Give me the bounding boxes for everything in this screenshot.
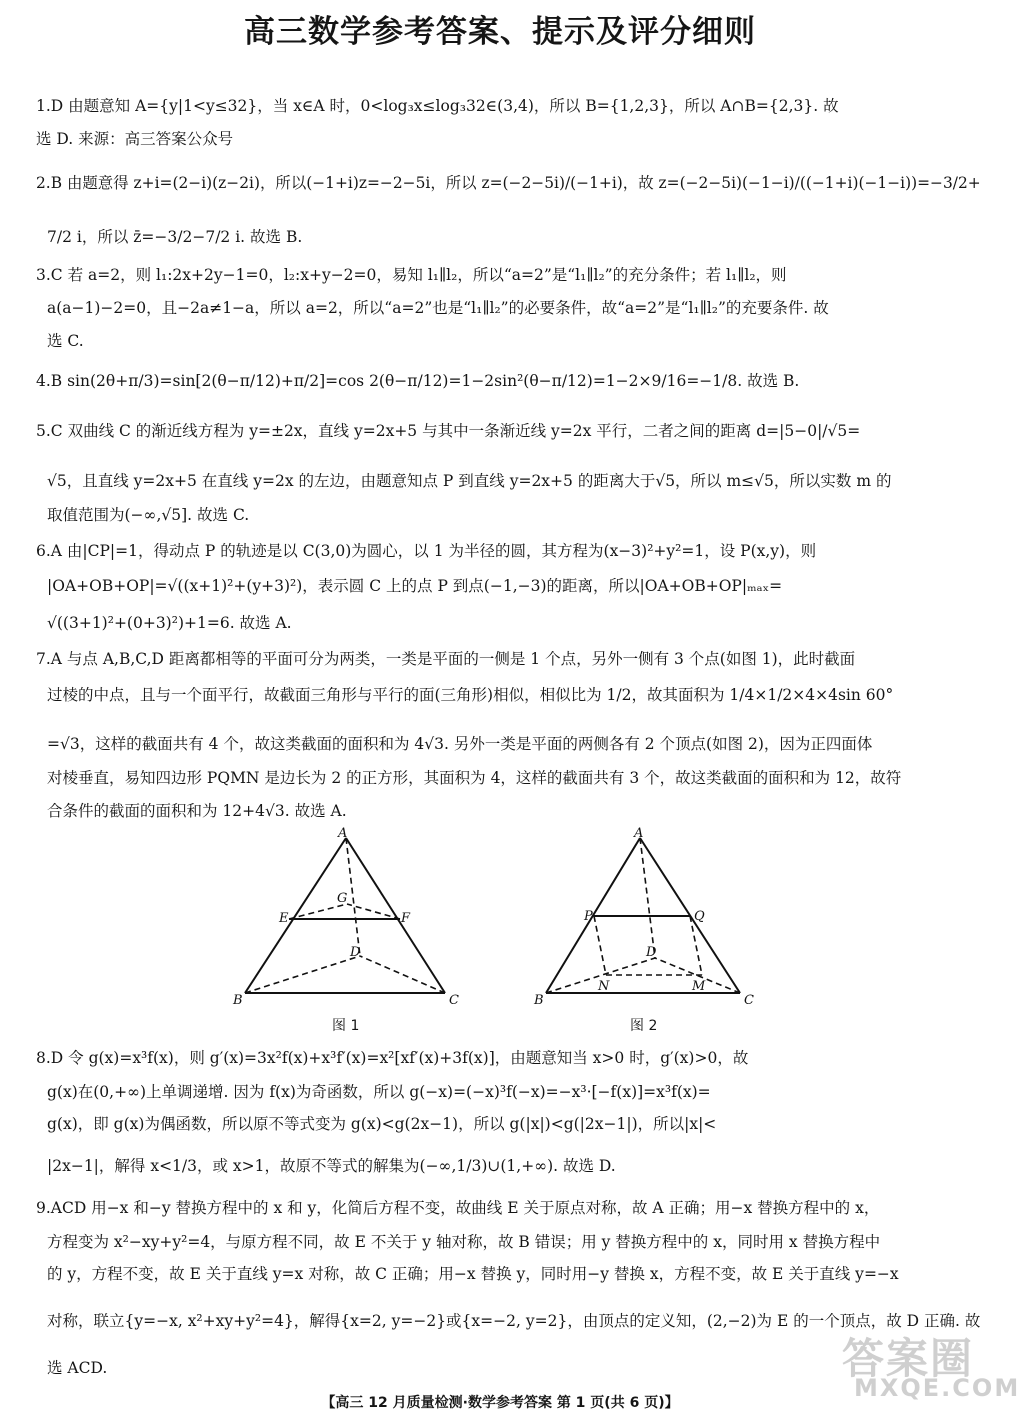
label-C: C bbox=[449, 993, 459, 1008]
label-E: E bbox=[279, 911, 289, 926]
page-footer: 【高三 12 月质量检测·数学参考答案 第 1 页(共 6 页)】 bbox=[321, 1395, 679, 1411]
text-line: g(x)在(0,+∞)上单调递增. 因为 f(x)为奇函数，所以 g(−x)=(−x)³f(−x)=−x³·[−f(x)]=x³f(x)= bbox=[47, 1083, 711, 1101]
text-line: |OA+OB+OP|=√((x+1)²+(y+3)²)，表示圆 C 上的点 P 到点(−1,−3)的距离，所以|OA+OB+OP|ₘₐₓ= bbox=[47, 577, 783, 595]
watermark-logo: 答案圈 MXQE.COM bbox=[842, 1334, 1020, 1402]
page-title: 高三数学参考答案、提示及评分细则 bbox=[244, 14, 756, 50]
text-line: 对棱垂直，易知四边形 PQMN 是边长为 2 的正方形，其面积为 4，这样的截面共有 3 个，故这类截面的面积和为 12，故符 bbox=[47, 769, 902, 787]
text-line: 选 ACD. bbox=[47, 1359, 108, 1377]
text-line: √((3+1)²+(0+3)²)+1=6. 故选 A. bbox=[47, 614, 292, 632]
label-B: B bbox=[233, 993, 243, 1008]
text-line: 选 C. bbox=[47, 332, 84, 350]
label-C2: C bbox=[744, 993, 754, 1008]
text-line: |2x−1|，解得 x<1/3，或 x>1，故原不等式的解集为(−∞,1/3)∪(1,+∞). 故选 D. bbox=[47, 1157, 616, 1175]
text-line: 3.C 若 a=2，则 l₁:2x+2y−1=0，l₂:x+y−2=0，易知 l₁∥l₂，所以“a=2”是“l₁∥l₂”的充分条件；若 l₁∥l₂，则 bbox=[36, 266, 787, 284]
label-B2: B bbox=[534, 993, 544, 1008]
text-line: 选 D. 来源：高三答案公众号 bbox=[36, 130, 234, 148]
text-line: 7/2 i，所以 z̄=−3/2−7/2 i. 故选 B. bbox=[47, 228, 303, 246]
text-line: 1.D 由题意知 A={y|1<y≤32}，当 x∈A 时，0<log₃x≤log₃32∈(3,4)，所以 B={1,2,3}，所以 A∩B={2,3}. 故 bbox=[36, 97, 839, 115]
label-Q: Q bbox=[694, 909, 705, 924]
text-line: 合条件的截面的面积和为 12+4√3. 故选 A. bbox=[47, 802, 347, 820]
text-line: 4.B sin(2θ+π/3)=sin[2(θ−π/12)+π/2]=cos 2(θ−π/12)=1−2sin²(θ−π/12)=1−2×9/16=−1/8. 故选 B. bbox=[36, 372, 800, 390]
text-line: 7.A 与点 A,B,C,D 距离都相等的平面可分为两类，一类是平面的一侧是 1 个点，另外一侧有 3 个点(如图 1)，此时截面 bbox=[36, 650, 856, 668]
text-line: 方程变为 x²−xy+y²=4，与原方程不同，故 E 不关于 y 轴对称，故 B 错误；用 y 替换方程中的 x，同时用 x 替换方程中 bbox=[47, 1233, 881, 1251]
text-line: 2.B 由题意得 z+i=(2−i)(z−2i)，所以(−1+i)z=−2−5i，所以 z=(−2−5i)/(−1+i)，故 z=(−2−5i)(−1−i)/((−1+i)(−1−i))=−3/2+ bbox=[36, 174, 981, 192]
figure-1-tetrahedron bbox=[225, 828, 475, 1006]
text-line: g(x)，即 g(x)为偶函数，所以原不等式变为 g(x)<g(2x−1)，所以 g(|x|)<g(|2x−1|)，所以|x|< bbox=[47, 1115, 717, 1133]
text-line: =√3，这样的截面共有 4 个，故这类截面的面积和为 4√3. 另外一类是平面的两侧各有 2 个顶点(如图 2)，因为正四面体 bbox=[47, 735, 873, 753]
text-line: 的 y，方程不变，故 E 关于直线 y=x 对称，故 C 正确；用−x 替换 y，同时用−y 替换 x，方程不变，故 E 关于直线 y=−x bbox=[47, 1265, 899, 1283]
text-line: 过棱的中点，且与一个面平行，故截面三角形与平行的面(三角形)相似，相似比为 1/2，故其面积为 1/4×1/2×4×4sin 60° bbox=[47, 686, 894, 704]
text-line: 对称，联立{y=−x, x²+xy+y²=4}，解得{x=2, y=−2}或{x=−2, y=2}，由顶点的定义知，(2,−2)为 E 的一个顶点，故 D 正确. 故 bbox=[47, 1312, 981, 1330]
label-F: F bbox=[401, 911, 411, 926]
text-line: 9.ACD 用−x 和−y 替换方程中的 x 和 y，化简后方程不变，故曲线 E 关于原点对称，故 A 正确；用−x 替换方程中的 x， bbox=[36, 1199, 880, 1217]
figure-1-caption: 图 1 bbox=[332, 1018, 360, 1034]
text-line: 5.C 双曲线 C 的渐近线方程为 y=±2x，直线 y=2x+5 与其中一条渐近线 y=2x 平行，二者之间的距离 d=|5−0|/√5= bbox=[36, 422, 861, 440]
text-line: 8.D 令 g(x)=x³f(x)，则 g′(x)=3x²f(x)+x³f′(x)=x²[xf′(x)+3f(x)]，由题意知当 x>0 时，g′(x)>0，故 bbox=[36, 1049, 749, 1067]
text-line: √5，且直线 y=2x+5 在直线 y=2x 的左边，由题意知点 P 到直线 y=2x+5 的距离大于√5，所以 m≤√5，所以实数 m 的 bbox=[47, 472, 892, 490]
label-N: N bbox=[598, 979, 610, 994]
figure-2-caption: 图 2 bbox=[630, 1018, 658, 1034]
label-M: M bbox=[692, 979, 706, 994]
label-A: A bbox=[338, 826, 348, 841]
label-D: D bbox=[350, 945, 361, 960]
label-P: P bbox=[584, 909, 593, 924]
label-A2: A bbox=[634, 826, 644, 841]
text-line: a(a−1)−2=0，且−2a≠1−a，所以 a=2，所以“a=2”也是“l₁∥l₂”的必要条件，故“a=2”是“l₁∥l₂”的充要条件. 故 bbox=[47, 299, 829, 317]
text-line: 取值范围为(−∞,√5]. 故选 C. bbox=[47, 506, 250, 524]
text-line: 6.A 由|CP|=1，得动点 P 的轨迹是以 C(3,0)为圆心，以 1 为半径的圆，其方程为(x−3)²+y²=1，设 P(x,y)，则 bbox=[36, 542, 817, 560]
label-G: G bbox=[337, 891, 348, 906]
label-D2: D bbox=[646, 945, 657, 960]
figure-2-tetrahedron bbox=[528, 828, 768, 1006]
